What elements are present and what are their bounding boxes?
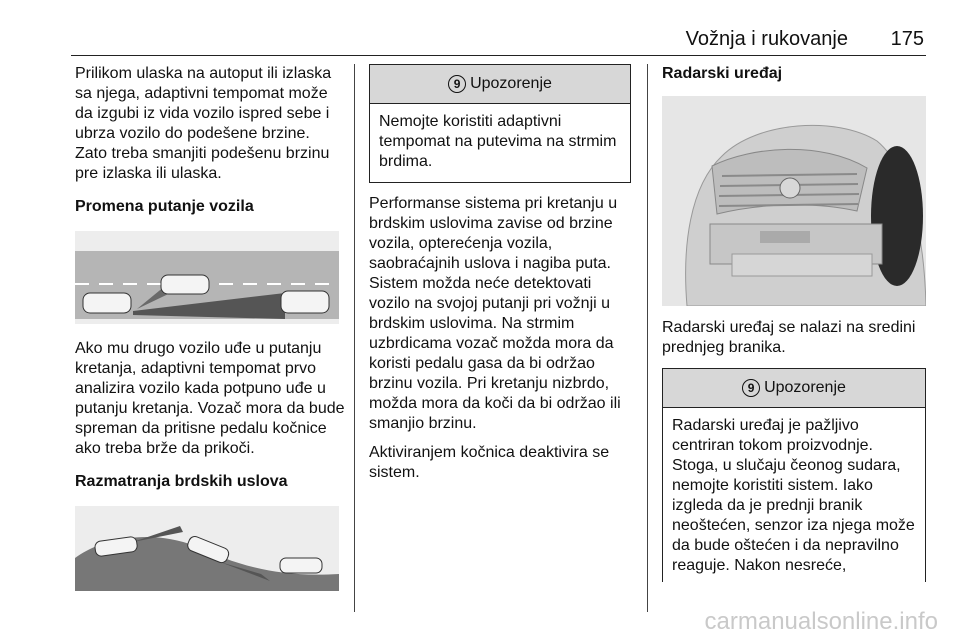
radar-location-paragraph: Radarski uređaj se nalazi na sredini prednjeg branika. — [662, 319, 916, 356]
hill-figure — [75, 506, 339, 591]
section-title-lane-change: Promena putanje vozila — [75, 198, 254, 215]
warning-icon: 9 — [742, 379, 760, 397]
column-middle — [369, 64, 632, 483]
hill-performance-paragraph: Performanse sistema pri kretanju u brdskim uslovima zavise od brzine vozila, opterećenja vozila, saobraćajnih uslova i nagiba puta. Sistem možda neće detektovati vozilo na svojoj putanji pri vožnji u brdskim uslovima. Na strmim uzbrdicama vozač možda mora da koristi pedalu gasa da bi održao brzinu vozila. Pri kretanju nizbrdo, možda mora da koči da bi održao ili smanjio brzinu. — [369, 195, 621, 432]
warning-text: Nemojte koristiti adaptivni tempomat na putevima na strmim brdima. — [379, 113, 617, 170]
section-title-radar: Radarski uređaj — [662, 65, 783, 82]
warning-icon: 9 — [448, 75, 466, 93]
column-right — [662, 64, 926, 582]
watermark: carmanualsonline.info — [704, 608, 938, 635]
radar-car-figure — [662, 96, 926, 306]
warning-title: Upozorenje — [764, 379, 846, 396]
column-divider-1 — [354, 64, 355, 612]
warning-header — [370, 65, 630, 104]
column-left — [75, 64, 345, 591]
lane-change-figure — [75, 231, 339, 324]
warning-box-hills — [369, 64, 631, 183]
lane-change-paragraph: Ako mu drugo vozilo uđe u putanju kretanja, adaptivni tempomat prvo analizira vozilo kada potpuno uđe u putanju kretanja. Vozač mora da bude spreman da pritisne pedalu kočnice ako treba brže da prikoči. — [75, 340, 345, 457]
column-divider-2 — [647, 64, 648, 612]
warning-box-radar — [662, 368, 926, 582]
warning-text: Radarski uređaj je pažljivo centriran tokom proizvodnje. Stoga, u slučaju čeonog sudara, nemojte koristiti sistem. Iako izgleda da je prednji branik neoštećen, senzor iza njega može da bude oštećen i da nepravilno reaguje. Nakon nesreće, — [672, 417, 915, 574]
page-header — [0, 28, 960, 52]
page-number: 175 — [890, 28, 924, 50]
brake-paragraph: Aktiviranjem kočnica deaktivira se sistem. — [369, 444, 610, 481]
section-title-hills: Razmatranja brdskih uslova — [75, 473, 288, 490]
warning-header — [663, 369, 925, 408]
intro-paragraph: Prilikom ulaska na autoput ili izlaska sa njega, adaptivni tempomat može da izgubi iz vida vozilo ispred sebe i ubrza vozilo do podešene brzine. Zato treba smanjiti podešenu brzinu pre izlaska ili ulaska. — [75, 65, 332, 182]
warning-title: Upozorenje — [470, 75, 552, 92]
header-rule — [71, 55, 926, 56]
chapter-title: Vožnja i rukovanje — [685, 28, 848, 50]
